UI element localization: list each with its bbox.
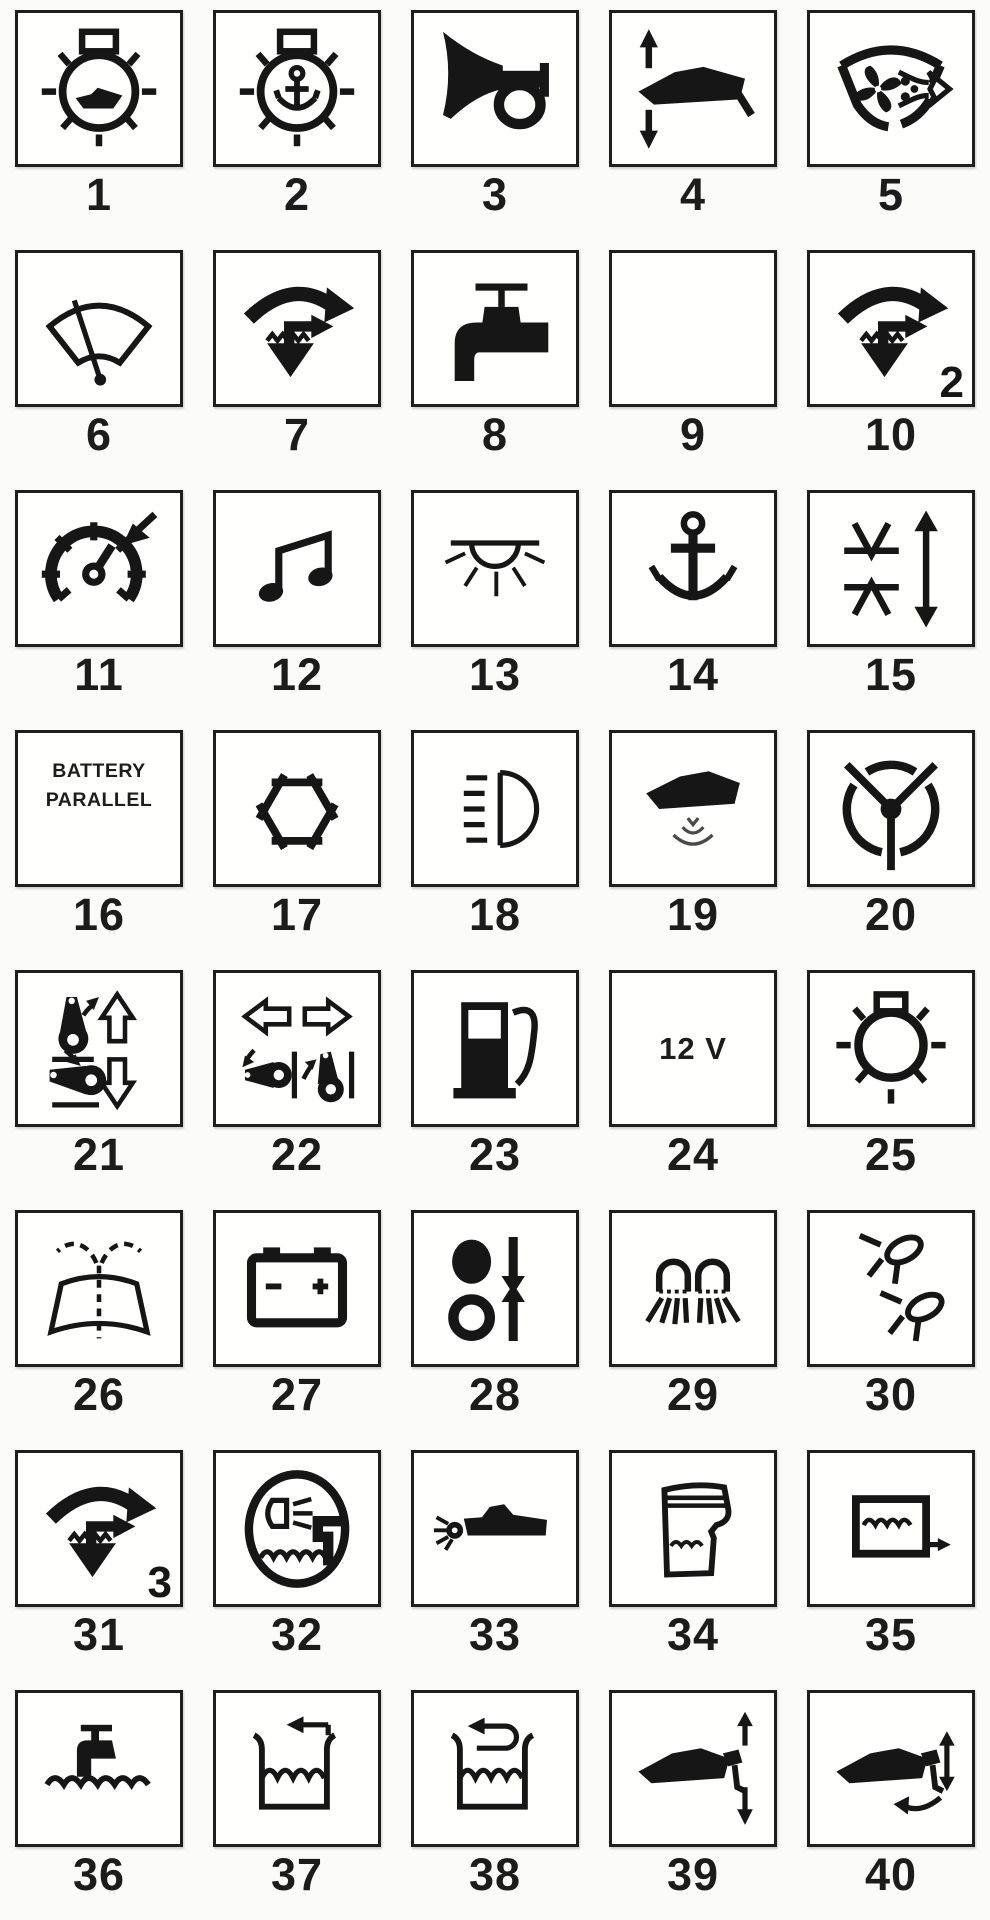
livewell-tank-icon — [623, 1464, 763, 1594]
navigation-light-boat-icon — [29, 24, 169, 154]
symbol-number: 5 — [877, 169, 905, 220]
symbol-cell — [0, 1440, 198, 1680]
boat-trim-icon — [623, 24, 763, 154]
symbol-battery — [213, 1210, 381, 1367]
symbol-number: 35 — [864, 1609, 918, 1660]
symbol-cell — [0, 1680, 198, 1920]
symbol-text — [612, 1031, 774, 1067]
symbol-cell — [792, 720, 990, 960]
symbol-cell — [594, 240, 792, 480]
symbol-text-line: PARALLEL — [45, 789, 153, 812]
symbol-cell — [594, 1200, 792, 1440]
symbol-cell — [198, 1680, 396, 1920]
livewell-recirculate-icon — [425, 1704, 565, 1834]
symbol-defrost-snowflake — [213, 730, 381, 887]
symbol-docking-lights — [609, 1210, 777, 1367]
symbol-trolling-motor — [411, 1450, 579, 1607]
symbol-water-tap — [411, 250, 579, 407]
depth-sounder-icon — [623, 744, 763, 874]
symbol-text-line: 12 V — [659, 1030, 727, 1066]
symbol-number: 9 — [679, 409, 707, 460]
battery-icon — [227, 1224, 367, 1354]
symbol-number: 20 — [864, 889, 918, 940]
bilge-blower-icon — [821, 24, 961, 154]
symbol-cell — [792, 960, 990, 1200]
symbol-windshield-washer — [15, 1450, 183, 1607]
symbol-boat-trim — [609, 10, 777, 167]
symbol-cell — [396, 1680, 594, 1920]
symbol-horn — [411, 10, 579, 167]
washdown-pump-icon — [29, 1704, 169, 1834]
symbol-number: 15 — [864, 649, 918, 700]
symbol-windshield-washer — [213, 250, 381, 407]
fuel-pump-icon — [425, 984, 565, 1114]
symbol-number: 16 — [72, 889, 126, 940]
symbol-number: 29 — [666, 1369, 720, 1420]
symbol-number: 17 — [270, 889, 324, 940]
symbol-cell — [0, 1200, 198, 1440]
water-tap-icon — [425, 264, 565, 394]
symbol-cell — [396, 240, 594, 480]
symbol-number: 37 — [270, 1849, 324, 1900]
symbol-number: 1 — [85, 169, 113, 220]
bilge-pump-light-icon — [227, 1464, 367, 1594]
tank-drain-icon — [821, 1464, 961, 1594]
symbol-number: 3 — [481, 169, 509, 220]
symbol-cell — [792, 1680, 990, 1920]
symbol-number: 27 — [270, 1369, 324, 1420]
washer-count-label: 2 — [939, 358, 964, 407]
windshield-washer-icon — [227, 264, 367, 394]
symbol-cell — [792, 1200, 990, 1440]
symbol-tachometer — [15, 490, 183, 647]
symbol-number: 7 — [283, 409, 311, 460]
symbol-number: 31 — [72, 1609, 126, 1660]
jack-plate-icon — [821, 504, 961, 634]
symbol-cell — [792, 1440, 990, 1680]
symbol-cell — [396, 0, 594, 240]
symbol-text-box — [609, 970, 777, 1127]
symbol-number: 24 — [666, 1129, 720, 1180]
symbol-number: 23 — [468, 1129, 522, 1180]
symbol-trim-tabs-horizontal — [213, 970, 381, 1127]
symbol-livewell-tank — [609, 1450, 777, 1607]
symbol-cell — [198, 240, 396, 480]
trim-tilt-trailer-icon — [821, 1704, 961, 1834]
symbol-number: 6 — [85, 409, 113, 460]
symbol-music-notes — [213, 490, 381, 647]
anchor-icon — [623, 504, 763, 634]
symbol-number: 40 — [864, 1849, 918, 1900]
symbol-cell — [792, 480, 990, 720]
steering-wheel-icon — [821, 744, 961, 874]
symbol-steering-wheel — [807, 730, 975, 887]
symbol-number: 11 — [74, 649, 124, 700]
tachometer-icon — [29, 504, 169, 634]
dome-light-icon — [425, 504, 565, 634]
symbol-number: 14 — [666, 649, 720, 700]
headlights-icon — [425, 744, 565, 874]
symbol-lift-lower — [411, 1210, 579, 1367]
symbol-livewell-fill — [213, 1690, 381, 1847]
symbol-cell — [0, 960, 198, 1200]
light-bulb-icon — [821, 984, 961, 1114]
symbol-bilge-pump-light — [213, 1450, 381, 1607]
lift-lower-icon — [425, 1224, 565, 1354]
empty-symbol-box — [609, 250, 777, 407]
symbol-cell — [792, 240, 990, 480]
symbol-number: 12 — [270, 649, 324, 700]
symbol-cell — [594, 1680, 792, 1920]
symbol-cell — [0, 480, 198, 720]
symbol-number: 18 — [468, 889, 522, 940]
symbol-number: 2 — [283, 169, 311, 220]
symbol-windshield-spray — [15, 1210, 183, 1367]
symbol-anchor-light — [213, 10, 381, 167]
symbol-number: 32 — [270, 1609, 324, 1660]
symbol-cell — [198, 720, 396, 960]
symbol-number: 36 — [72, 1849, 126, 1900]
symbol-number: 28 — [468, 1369, 522, 1420]
symbol-trim-tabs-vertical — [15, 970, 183, 1127]
symbol-jack-plate — [807, 490, 975, 647]
symbol-dome-light — [411, 490, 579, 647]
symbol-number: 30 — [864, 1369, 918, 1420]
symbol-number: 38 — [468, 1849, 522, 1900]
symbol-anchor — [609, 490, 777, 647]
symbol-cell — [396, 720, 594, 960]
music-notes-icon — [227, 504, 367, 634]
symbol-livewell-recirculate — [411, 1690, 579, 1847]
symbol-text-line: BATTERY — [52, 760, 146, 782]
power-trim-tilt-icon — [623, 1704, 763, 1834]
symbol-cell — [0, 240, 198, 480]
anchor-light-icon — [227, 24, 367, 154]
symbol-tank-drain — [807, 1450, 975, 1607]
symbol-number: 34 — [666, 1609, 720, 1660]
symbol-headlights — [411, 730, 579, 887]
symbol-spreader-lights — [807, 1210, 975, 1367]
symbol-number: 21 — [72, 1129, 126, 1180]
symbol-number: 10 — [864, 409, 918, 460]
symbol-text-box — [15, 730, 183, 887]
symbol-cell — [396, 480, 594, 720]
symbol-cell — [198, 960, 396, 1200]
symbol-number: 4 — [679, 169, 707, 220]
symbol-navigation-light-boat — [15, 10, 183, 167]
symbol-number: 25 — [864, 1129, 918, 1180]
symbol-cell — [594, 1440, 792, 1680]
symbol-cell — [792, 0, 990, 240]
symbol-cell — [396, 1200, 594, 1440]
symbol-cell — [396, 960, 594, 1200]
symbol-trim-tilt-trailer — [807, 1690, 975, 1847]
symbol-number: 19 — [666, 889, 720, 940]
symbol-windshield-wiper — [15, 250, 183, 407]
symbol-cell — [396, 1440, 594, 1680]
washer-count-label: 3 — [147, 1558, 172, 1607]
docking-lights-icon — [623, 1224, 763, 1354]
symbol-number: 13 — [468, 649, 522, 700]
windshield-wiper-icon — [29, 264, 169, 394]
symbol-cell — [594, 720, 792, 960]
symbol-washdown-pump — [15, 1690, 183, 1847]
symbol-cell — [594, 480, 792, 720]
symbol-text — [18, 733, 180, 816]
defrost-snowflake-icon — [227, 744, 367, 874]
symbol-cell — [198, 1440, 396, 1680]
symbol-cell — [198, 1200, 396, 1440]
symbol-windshield-washer — [807, 250, 975, 407]
symbol-cell — [198, 0, 396, 240]
symbol-cell — [0, 0, 198, 240]
symbol-number: 8 — [481, 409, 509, 460]
symbol-number: 33 — [468, 1609, 522, 1660]
symbol-cell — [0, 720, 198, 960]
trolling-motor-icon — [425, 1464, 565, 1594]
symbol-power-trim-tilt — [609, 1690, 777, 1847]
symbol-number: 26 — [72, 1369, 126, 1420]
livewell-fill-icon — [227, 1704, 367, 1834]
symbol-cell — [594, 960, 792, 1200]
symbol-number: 22 — [270, 1129, 324, 1180]
trim-tabs-vertical-icon — [29, 984, 169, 1114]
symbol-number: 39 — [666, 1849, 720, 1900]
symbol-light-bulb — [807, 970, 975, 1127]
symbol-depth-sounder — [609, 730, 777, 887]
windshield-spray-icon — [29, 1224, 169, 1354]
symbol-bilge-blower — [807, 10, 975, 167]
spreader-lights-icon — [821, 1224, 961, 1354]
symbol-fuel-pump — [411, 970, 579, 1127]
horn-icon — [425, 24, 565, 154]
symbol-cell — [198, 480, 396, 720]
symbol-cell — [594, 0, 792, 240]
trim-tabs-horizontal-icon — [227, 984, 367, 1114]
